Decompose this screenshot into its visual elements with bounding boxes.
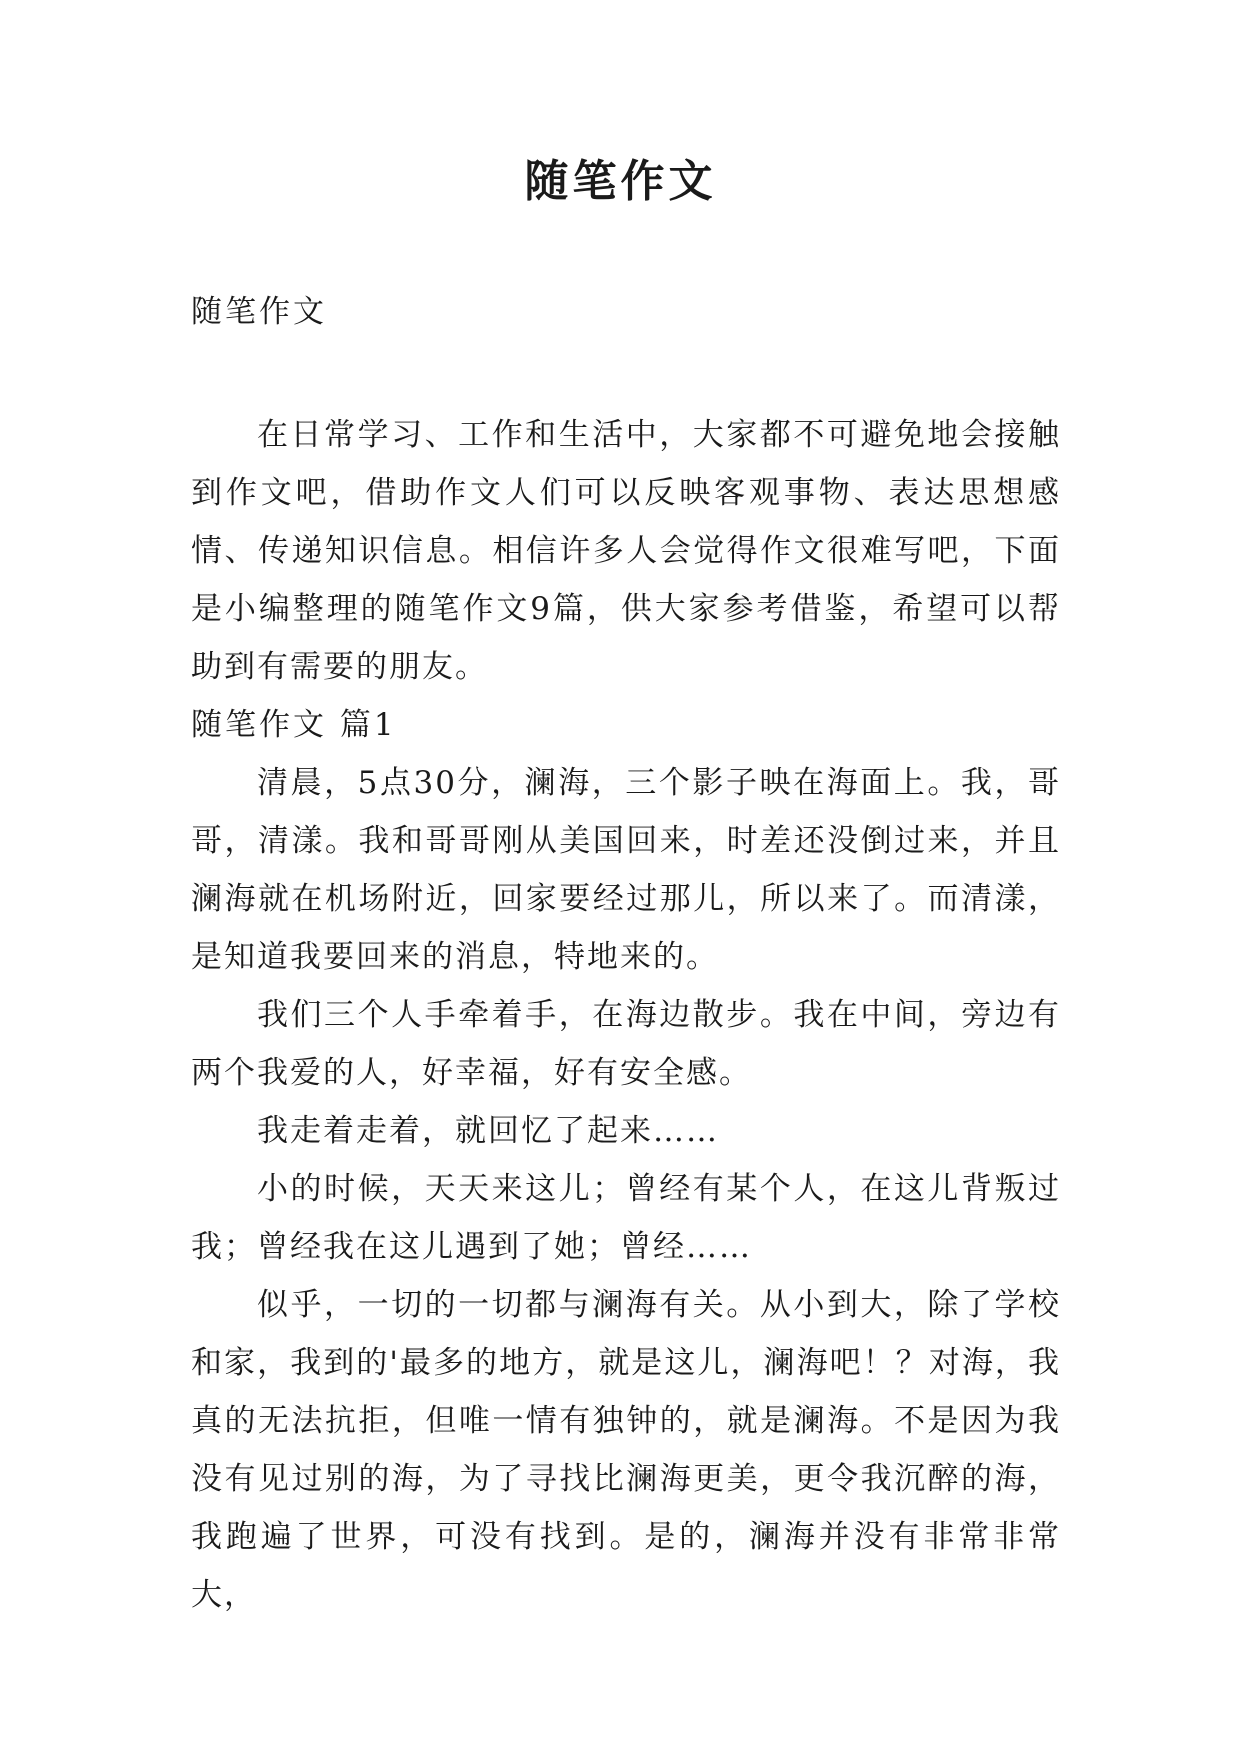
document-subtitle: 随笔作文 [191, 294, 327, 330]
body-paragraph: 小的时候，天天来这儿；曾经有某个人，在这儿背叛过我；曾经我在这儿遇到了她；曾经…… [191, 1171, 1061, 1265]
document-body [191, 406, 1061, 1624]
document-title: 随笔作文 [524, 156, 717, 207]
body-paragraph: 我走着走着，就回忆了起来…… [257, 1113, 719, 1149]
body-paragraph: 我们三个人手牵着手，在海边散步。我在中间，旁边有两个我爱的人，好幸福，好有安全感。 [191, 997, 1061, 1091]
body-paragraph: 清晨，5点30分，澜海，三个影子映在海面上。我，哥哥，清漾。我和哥哥刚从美国回来，时差还没倒过来，并且澜海就在机场附近，回家要经过那儿，所以来了。而清漾，是知道我要回来的消息，特地来的。 [191, 765, 1061, 975]
body-paragraph: 似乎，一切的一切都与澜海有关。从小到大，除了学校和家，我到的'最多的地方，就是这儿，澜海吧！？对海，我真的无法抗拒，但唯一情有独钟的，就是澜海。不是因为我没有见过别的海，为了寻找比澜海更美，更令我沉醉的海，我跑遍了世界，可没有找到。是的，澜海并没有非常非常大， [191, 1287, 1061, 1613]
section-heading: 随笔作文 篇1 [191, 707, 397, 743]
intro-paragraph: 在日常学习、工作和生活中，大家都不可避免地会接触到作文吧，借助作文人们可以反映客观事物、表达思想感情、传递知识信息。相信许多人会觉得作文很难写吧，下面是小编整理的随笔作文9篇，供大家参考借鉴，希望可以帮助到有需要的朋友。 [191, 417, 1061, 685]
